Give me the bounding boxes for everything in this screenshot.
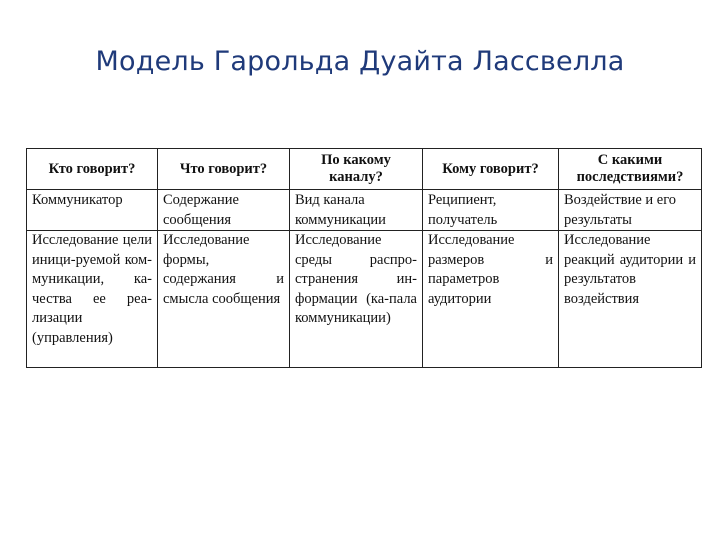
table-row-research (27, 231, 702, 368)
table-header-row (27, 149, 702, 190)
subject-recipient: Реципиент, получатель (423, 190, 559, 231)
header-who: Кто говорит? (27, 149, 158, 190)
slide-title: Модель Гарольда Дуайта Лассвелла (95, 46, 625, 77)
subject-effect: Воздействие и его результаты (559, 190, 702, 231)
header-channel: По какому каналу? (290, 149, 423, 190)
research-communicator: Исследование цели иници-руемой ком-муникации, ка-чества ее реа-лизации (управления) (27, 231, 158, 368)
research-audience: Исследование размеров и параметров аудитории (423, 231, 559, 368)
research-channel: Исследование среды распро-странения ин-формации (ка-пала коммуникации) (290, 231, 423, 368)
header-what: Что говорит? (158, 149, 290, 190)
header-whom: Кому говорит? (423, 149, 559, 190)
research-message: Исследование формы, содержания и смысла сообщения (158, 231, 290, 368)
table-row-subjects (27, 190, 702, 231)
subject-communicator: Коммуникатор (27, 190, 158, 231)
subject-message: Содержание сообщения (158, 190, 290, 231)
subject-channel: Вид канала коммуникации (290, 190, 423, 231)
lasswell-model-table (26, 148, 702, 368)
header-effect: С какими последствиями? (559, 149, 702, 190)
research-effect: Исследование реакций аудитории и результатов воздействия (559, 231, 702, 368)
